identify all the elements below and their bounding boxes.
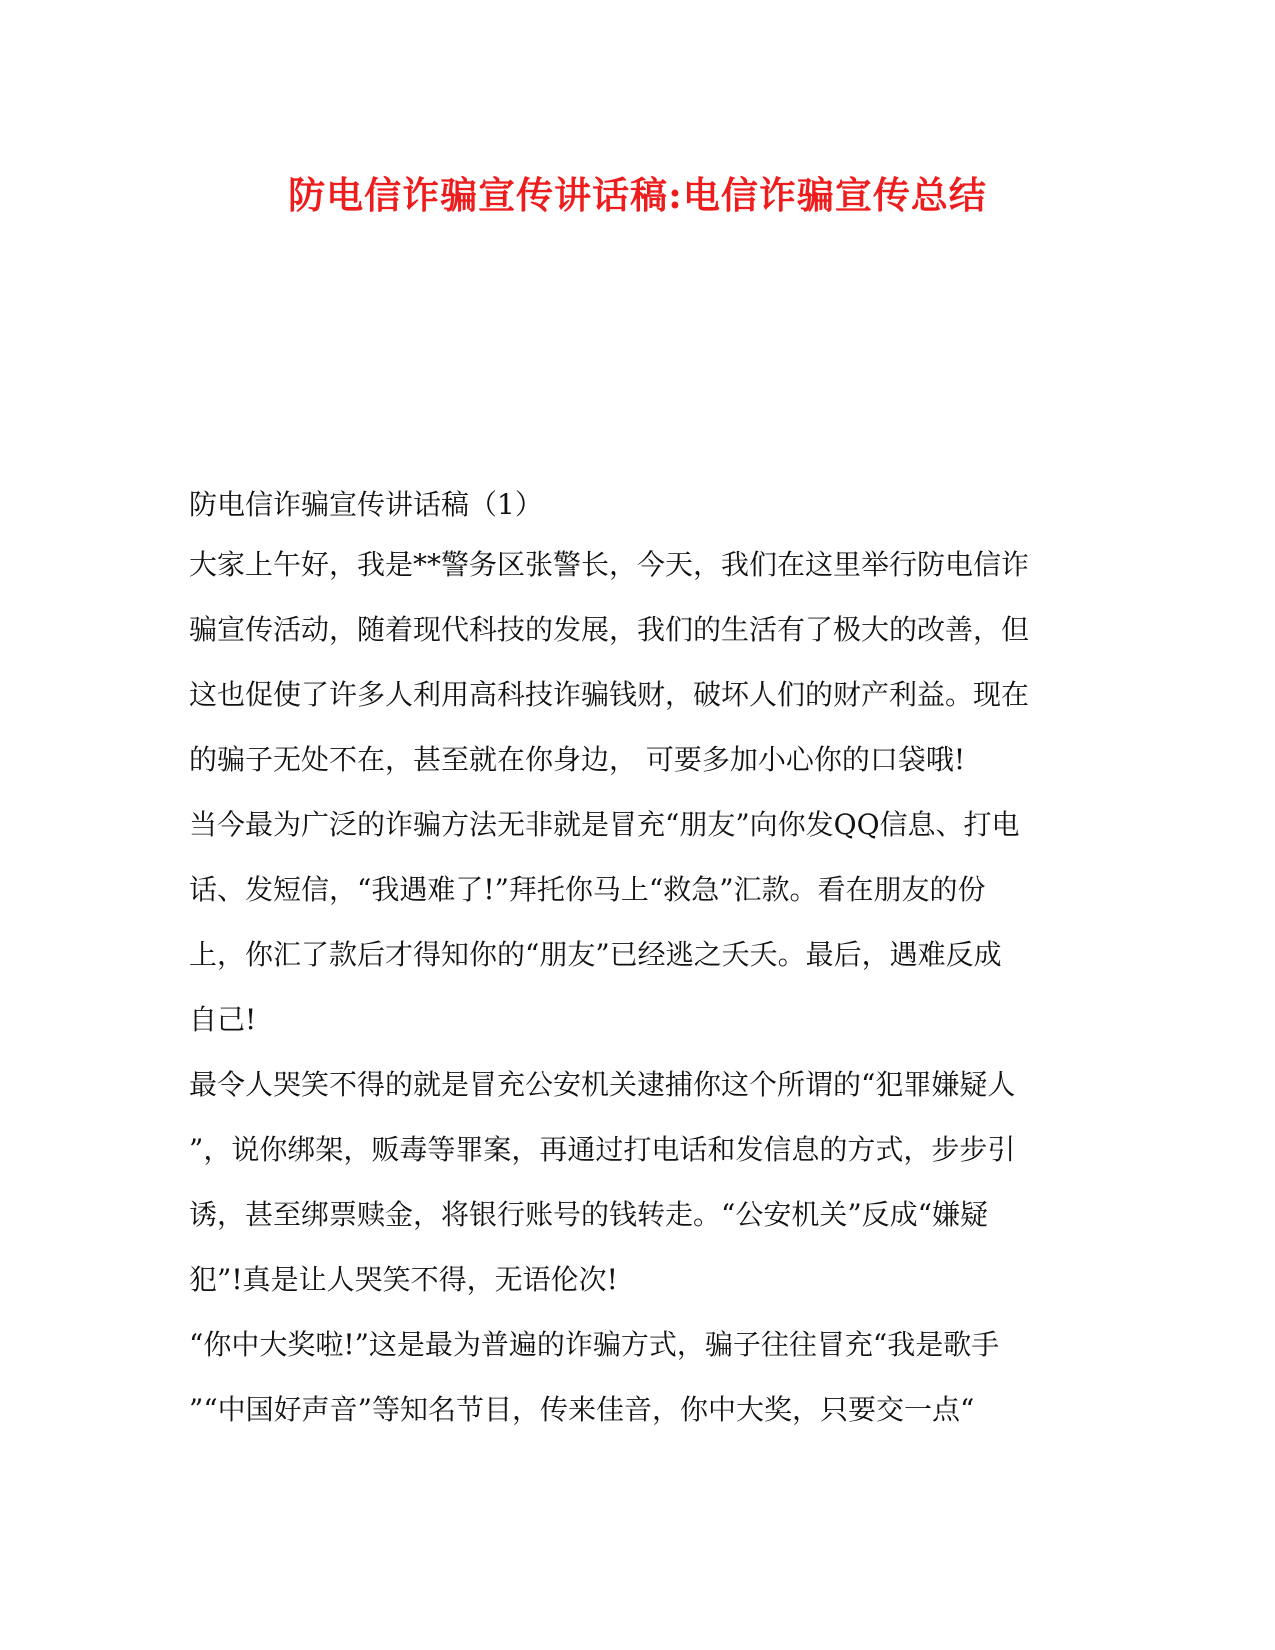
text-line: 的骗子无处不在，甚至就在你身边， 可要多加小心你的口袋哦! [189, 743, 966, 776]
text-line: 自己! [189, 1003, 257, 1036]
document-body [189, 478, 1089, 1442]
text-line: 话、发短信，“我遇难了!”拜托你马上“救急”汇款。看在朋友的份 [189, 873, 986, 906]
text-line: 大家上午好，我是**警务区张警长，今天，我们在这里举行防电信诈 [189, 548, 1030, 581]
text-line: 骗宣传活动，随着现代科技的发展，我们的生活有了极大的改善，但 [189, 613, 1030, 646]
text-line: 犯”!真是让人哭笑不得，无语伦次! [189, 1263, 618, 1296]
section-subheading: 防电信诈骗宣传讲话稿（1） [189, 488, 543, 521]
text-line: “你中大奖啦!”这是最为普遍的诈骗方式，骗子往往冒充“我是歌手 [189, 1328, 1000, 1361]
text-line: 最令人哭笑不得的就是冒充公安机关逮捕你这个所谓的“犯罪嫌疑人 [189, 1068, 1016, 1101]
text-line: 当今最为广泛的诈骗方法无非就是冒充“朋友”向你发QQ信息、打电 [189, 808, 1020, 841]
text-line: 诱，甚至绑票赎金，将银行账号的钱转走。“公安机关”反成“嫌疑 [189, 1198, 988, 1231]
text-line: 这也促使了许多人利用高科技诈骗钱财，破坏人们的财产利益。现在 [189, 678, 1030, 711]
text-line: ”，说你绑架，贩毒等罪案，再通过打电话和发信息的方式，步步引 [189, 1133, 1016, 1166]
text-line: 上，你汇了款后才得知你的“朋友”已经逃之夭夭。最后，遇难反成 [189, 938, 1002, 971]
text-line: ”“中国好声音”等知名节目，传来佳音，你中大奖，只要交一点“ [189, 1393, 975, 1426]
document-title: 防电信诈骗宣传讲话稿:电信诈骗宣传总结 [288, 173, 987, 217]
